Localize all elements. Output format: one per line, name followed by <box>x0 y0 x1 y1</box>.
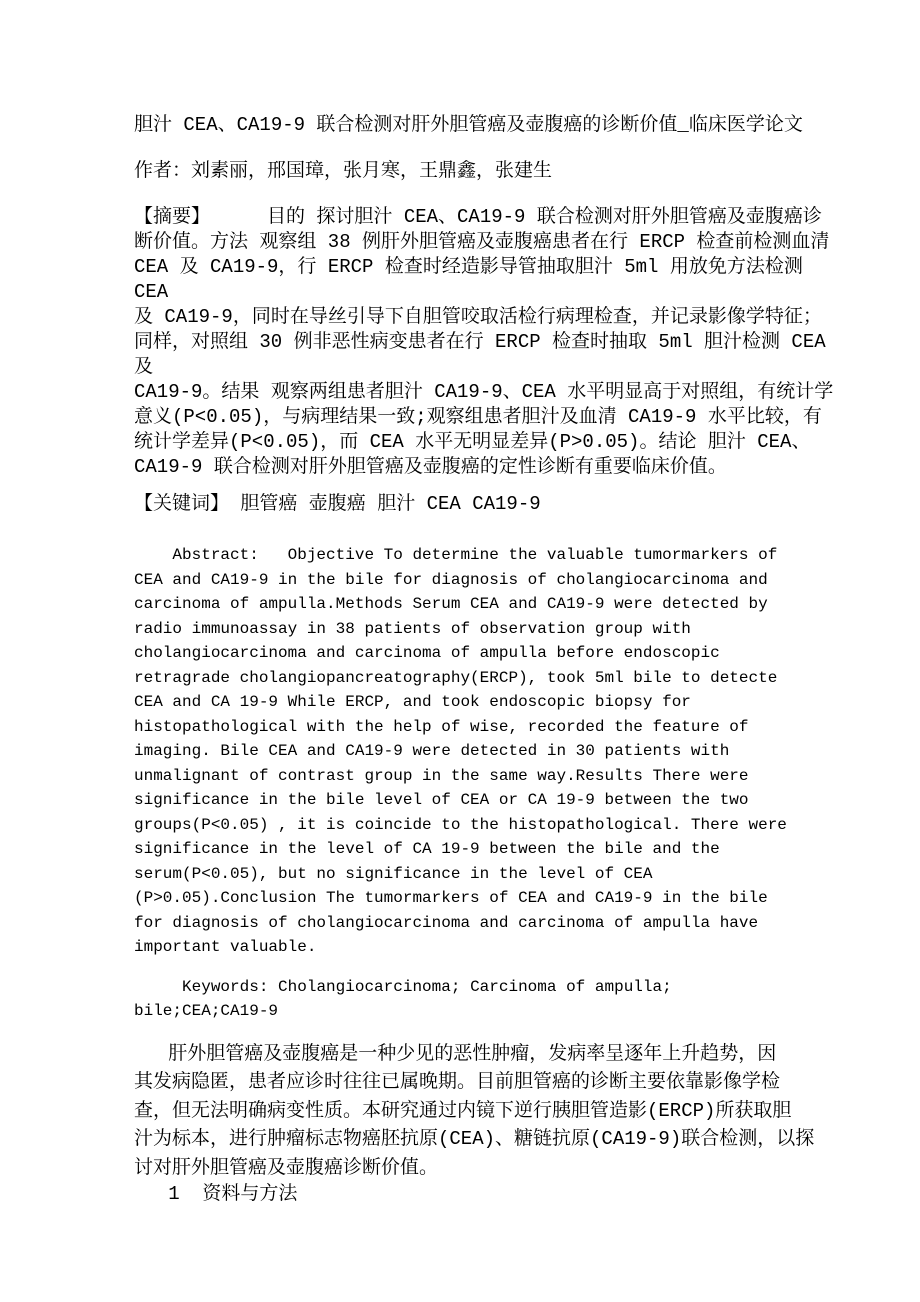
document-title: 胆汁 CEA、CA19-9 联合检测对肝外胆管癌及壶腹癌的诊断价值_临床医学论文 <box>134 114 803 136</box>
document-content <box>134 113 840 1207</box>
section-heading-methods: 1 资料与方法 <box>134 1183 298 1205</box>
abstract-english-paragraph: Abstract: Objective To determine the valuable tumormarkers of CEA and CA19-9 in the bile for diagnosis of cholangiocarcinoma and carcinoma of ampulla.Methods Serum CEA and CA19-9 were detected by radio immunoassay in 38 patients of observation group with cholangiocarcinoma and carcinoma of ampulla before endoscopic retragrade cholangiopancreatography(ERCP), took 5ml bile to detecte CEA and CA 19-9 While ERCP, and took endoscopic biopsy for histopathological with the help of wise, recorded the feature of imaging. Bile CEA and CA19-9 were detected in 30 patients with unmalignant of contrast group in the same way.Results There were significance in the bile level of CEA or CA 19-9 between the two groups(P<0.05) , it is coincide to the histopathological. There were significance in the level of CA 19-9 between the bile and the serum(P<0.05), but no significance in the level of CEA (P>0.05).Conclusion The tumormarkers of CEA and CA19-9 in the bile for diagnosis of cholangiocarcinoma and carcinoma of ampulla have important valuable. <box>134 546 787 956</box>
abstract-chinese-paragraph: 【摘要】 目的 探讨胆汁 CEA、CA19-9 联合检测对肝外胆管癌及壶腹癌诊 断价值。方法 观察组 38 例肝外胆管癌及壶腹癌患者在行 ERCP 检查前检测血清 CEA 及 CA19-9，行 ERCP 检查时经造影导管抽取胆汁 5ml 用放免方法检测 CEA 及 CA19-9，同时在导丝引导下自胆管咬取活检行病理检查，并记录影像学特征； 同样，对照组 30 例非恶性病变患者在行 ERCP 检查时抽取 5ml 胆汁检测 CEA 及 CA19-9。结果 观察两组患者胆汁 CA19-9、CEA 水平明显高于对照组，有统计学 意义(P<0.05)，与病理结果一致;观察组患者胆汁及血清 CA19-9 水平比较，有 统计学差异(P<0.05)，而 CEA 水平无明显差异(P>0.05)。结论 胆汁 CEA、 CA19-9 联合检测对肝外胆管癌及壶腹癌的定性诊断有重要临床价值。 <box>134 206 834 478</box>
keywords-english-paragraph: Keywords: Cholangiocarcinoma; Carcinoma of ampulla; bile;CEA;CA19-9 <box>134 977 672 1020</box>
keywords-chinese-line: 【关键词】 胆管癌 壶腹癌 胆汁 CEA CA19-9 <box>134 493 541 515</box>
introduction-paragraph: 肝外胆管癌及壶腹癌是一种少见的恶性肿瘤，发病率呈逐年上升趋势，因 其发病隐匿，患者应诊时往往已属晚期。目前胆管癌的诊断主要依靠影像学检 查，但无法明确病变性质。本研究通过内镜下逆行胰胆管造影(ERCP)所获取胆 汁为标本，进行肿瘤标志物癌胚抗原(CEA)、糖链抗原(CA19-9)联合检测，以探 讨对肝外胆管癌及壶腹癌诊断价值。 <box>134 1042 815 1179</box>
author-line: 作者：刘素丽，邢国璋，张月寒，王鼎鑫，张建生 <box>134 160 553 182</box>
